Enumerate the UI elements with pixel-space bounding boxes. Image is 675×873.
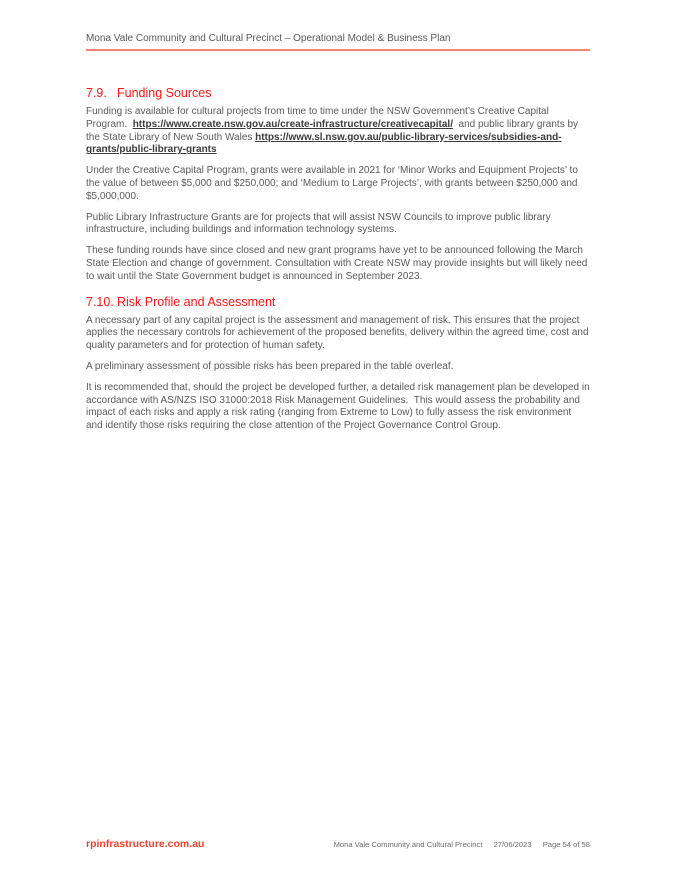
footer-date: 27/06/2023 xyxy=(493,840,532,849)
text-run: It is recommended that, should the project be developed further, a detailed risk management plan be developed in accordance with AS/NZS ISO 31000:2018 Risk Management Guidelines. This would assess the probability and impact of each risks and apply a risk rating (ranging from Extreme to Low) to fully assess the risk environment and identify those risks requiring the close attention of the Project Governance Control Group. xyxy=(86,381,590,432)
paragraph-risk-necessary xyxy=(86,315,590,353)
section-heading-funding-sources xyxy=(86,86,590,100)
text-run: Public Library Infrastructure Grants are for projects that will assist NSW Councils to improve public library infrastructure, including buildings and information technology systems. xyxy=(86,211,551,236)
hyperlink[interactable]: https://www.create.nsw.gov.au/create-infrastructure/creativecapital/ xyxy=(132,118,453,130)
footer-meta xyxy=(334,840,590,849)
section-number: 7.10. xyxy=(86,294,114,309)
text-run: and public library grants by the State Library of New South Wales xyxy=(86,118,579,143)
page-header-title: Mona Vale Community and Cultural Precinct – Operational Model & Business Plan xyxy=(86,33,451,44)
text-run: Under the Creative Capital Program, grants were available in 2021 for ‘Minor Works and Equipment Projects’ to the value of between $5,000 and $250,000; and ‘Medium to Large Projects’, with grants between $250,000 and $5,000,000. xyxy=(86,165,578,202)
text-run: Funding is available for cultural projects from time to time under the NSW Government’s Creative Capital Program. xyxy=(86,106,549,130)
paragraph-funding-rounds-closed xyxy=(86,245,590,283)
section-title: Risk Profile and Assessment xyxy=(117,294,276,309)
paragraph-risk-preliminary xyxy=(86,361,590,374)
section-number: 7.9. xyxy=(86,86,107,100)
paragraph-risk-recommendation xyxy=(86,382,590,433)
paragraph-creative-capital-grants xyxy=(86,165,590,203)
section-heading-risk-profile xyxy=(86,295,590,309)
text-run: These funding rounds have since closed and new grant programs have yet to be announced following the March State Election and change of government. Consultation with Create NSW may provide insights but will likely need to wait until the State Government budget is announced in September 2023. xyxy=(86,245,588,282)
page-footer xyxy=(86,838,590,850)
section-title: Funding Sources xyxy=(117,86,212,100)
paragraph-library-grants xyxy=(86,212,590,238)
footer-page-number: Page 54 of 58 xyxy=(542,840,590,849)
text-run: A necessary part of any capital project is the assessment and management of risk. This ensures that the project applies the necessary controls for achievement of the proposed benefits, delivery within the agreed time, cost and quality parameters and for protection of human safety. xyxy=(86,314,589,352)
page-header xyxy=(86,33,590,51)
hyperlink[interactable]: https://www.sl.nsw.gov.au/public-library-services/subsidies-and-grants/public-library-grants xyxy=(86,131,562,156)
paragraph-funding-intro xyxy=(86,106,590,157)
footer-website-link[interactable]: rpinfrastructure.com.au xyxy=(86,838,205,850)
footer-doc-title: Mona Vale Community and Cultural Precinct xyxy=(333,840,483,849)
text-run: A preliminary assessment of possible risks has been prepared in the table overleaf. xyxy=(86,360,454,372)
